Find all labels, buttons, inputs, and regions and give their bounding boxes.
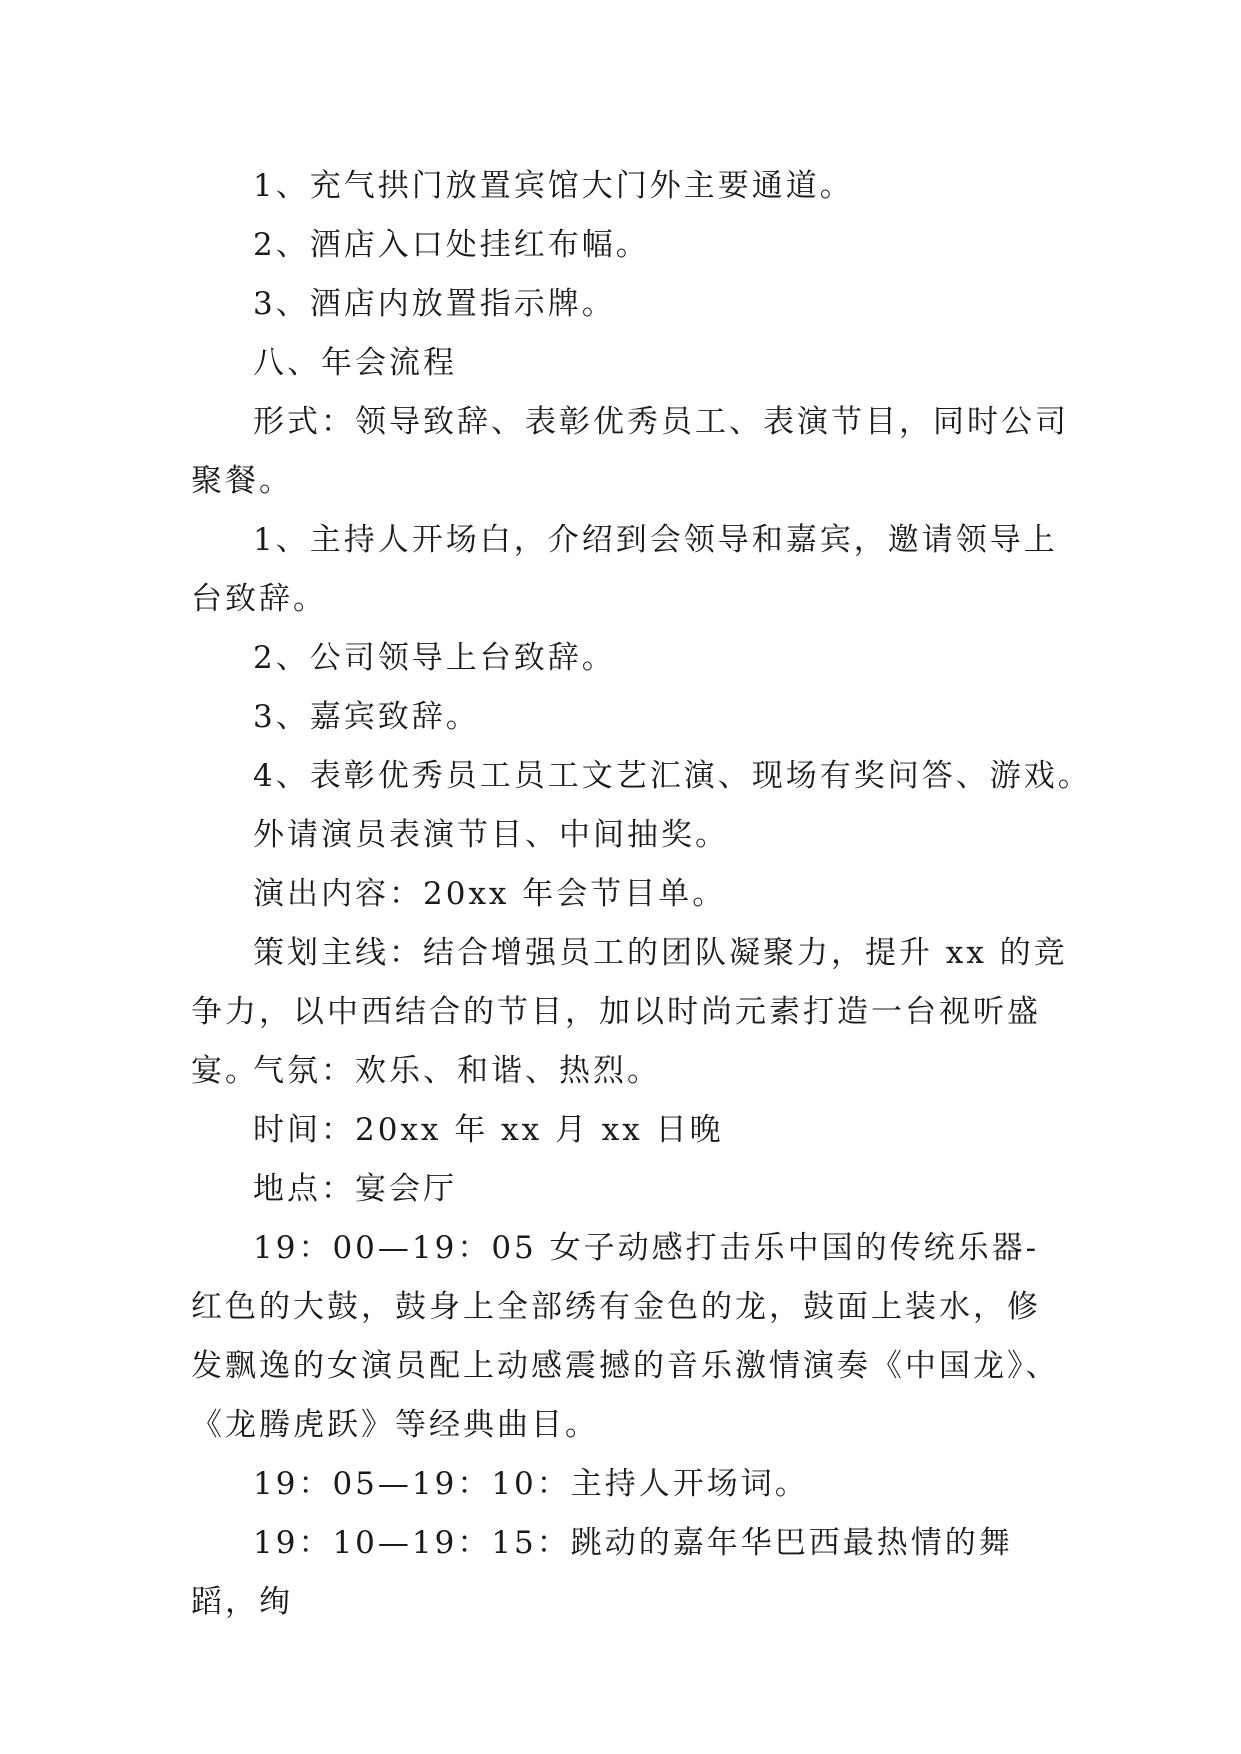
paragraph: 3、酒店内放置指示牌。: [253, 286, 616, 322]
paragraph: 气氛：欢乐、和谐、热烈。: [253, 1053, 661, 1089]
section-heading: 八、年会流程: [253, 345, 457, 381]
paragraph: 19：10—19：15：跳动的嘉年华巴西最热情的舞蹈，绚: [191, 1525, 1013, 1620]
paragraph: 2、酒店入口处挂红布幅。: [253, 227, 650, 263]
paragraph: 策划主线：结合增强员工的团队凝聚力，提升 xx 的竞争力，以中西结合的节目，加以时尚元素打造一台视听盛宴。: [191, 935, 1068, 1089]
paragraph: 外请演员表演节目、中间抽奖。: [253, 817, 729, 853]
paragraph: 1、充气拱门放置宾馆大门外主要通道。: [253, 168, 854, 204]
paragraph: 19：00—19：05 女子动感打击乐中国的传统乐器-红色的大鼓，鼓身上全部绣有金色的龙，鼓面上装水，修发飘逸的女演员配上动感震撼的音乐激情演奏《中国龙》、《龙腾虎跃》等经典曲目。: [191, 1230, 1060, 1443]
paragraph: 形式：领导致辞、表彰优秀员工、表演节目，同时公司聚餐。: [191, 404, 1069, 499]
paragraph: 地点：宴会厅: [253, 1171, 457, 1207]
paragraph: 1、主持人开场白，介绍到会领导和嘉宾，邀请领导上台致辞。: [191, 522, 1058, 617]
paragraph: 3、嘉宾致辞。: [253, 699, 480, 735]
paragraph: 演出内容：20xx 年会节目单。: [253, 876, 727, 912]
paragraph: 4、表彰优秀员工员工文艺汇演、现场有奖问答、游戏。: [253, 758, 1092, 794]
paragraph: 时间：20xx 年 xx 月 xx 日晚: [253, 1112, 724, 1148]
paragraph: 2、公司领导上台致辞。: [253, 640, 616, 676]
paragraph: 19：05—19：10：主持人开场词。: [253, 1466, 809, 1502]
